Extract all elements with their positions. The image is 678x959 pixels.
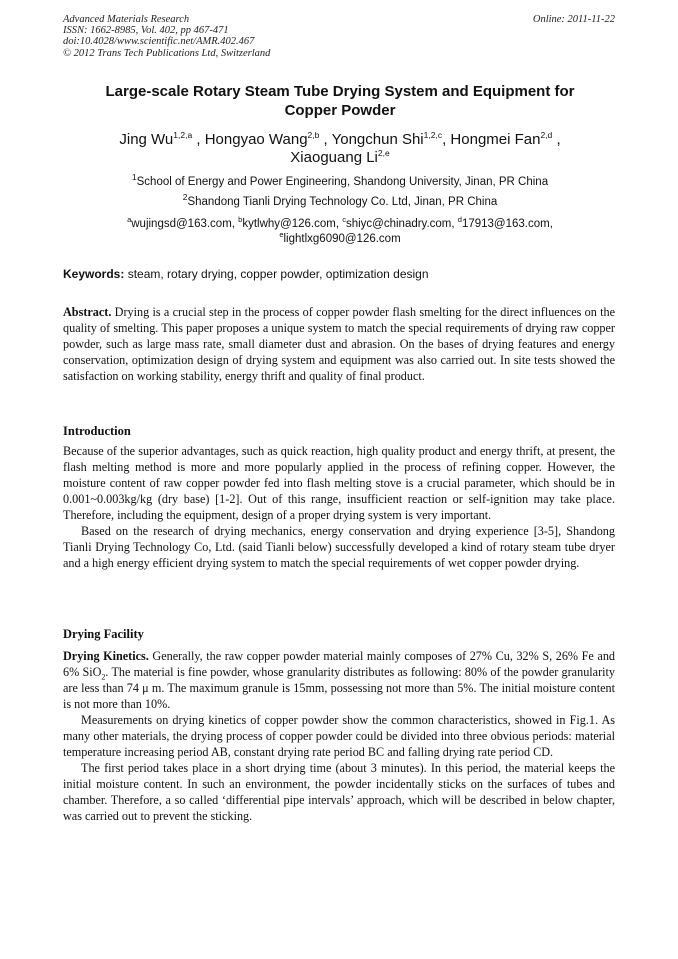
drying-facility-heading: Drying Facility: [63, 627, 144, 641]
email-sup: a: [127, 215, 132, 225]
keywords-text: steam, rotary drying, copper powder, optimization design: [124, 267, 429, 281]
email-link[interactable]: 17913@163.com,: [461, 218, 553, 230]
author-name: Jing Wu: [119, 131, 174, 148]
journal-name: Advanced Materials Research: [63, 14, 190, 25]
journal-copyright: © 2012 Trans Tech Publications Ltd, Switzerland: [63, 47, 271, 59]
affiliation-text: School of Energy and Power Engineering, Shandong University, Jinan, PR China: [136, 176, 549, 188]
email-link[interactable]: lightlxg6090@126.com: [283, 233, 401, 245]
author-sup: 2,e: [377, 148, 390, 158]
author-name: Yongchun Shi: [331, 131, 424, 148]
drying-kinetics-paragraph-1: [63, 648, 615, 712]
email-link[interactable]: wujingsd@163.com,: [131, 218, 239, 230]
keywords-label: Keywords:: [63, 267, 125, 281]
introduction-paragraph-2: Based on the research of drying mechanics, energy conservation and drying experience [3-5], Shandong Tianli Drying Technology Co, Ltd. (said Tianli below) successfully developed a kind of rotary steam tube dryer and a high energy efficient drying system to match the special requirements of wet copper powder drying.: [63, 524, 615, 570]
author-name: Xiaoguang Li: [290, 149, 378, 166]
email-sup: d: [457, 215, 462, 225]
introduction-paragraph-1: Because of the superior advantages, such as quick reaction, high quality product and energy thrift, at present, the flash melting method is more and more popularly applied in the process of refining copper. However, the moisture content of raw copper powder fed into flash melting stove is a crucial parameter, which should be in 0.001~0.003kg/kg (dry base) [1-2]. Out of this range, insufficient reaction or self-ignition may take place. Therefore, including the equipment, design of a proper drying system is very important.: [63, 444, 615, 522]
drying-kinetics-paragraph-3: The first period takes place in a short drying time (about 3 minutes). In this period, the material keeps the initial moisture content. In such an environment, the powder incidentally sticks on the surfaces of tubes and chamber. Therefore, a so called ‘differential pipe intervals’ approach, which will be described in below chapter, was carried out to prevent the sticking.: [63, 761, 615, 823]
abstract-label: Abstract.: [63, 305, 112, 319]
drying-kinetics-paragraph-2: Measurements on drying kinetics of copper powder show the common characteristics, showed in Fig.1. As many other materials, the drying process of copper powder could be divided into three obvious periods: material temperature increasing period AB, constant drying rate period BC and falling drying rate period CD.: [63, 713, 615, 759]
keywords-line: [63, 267, 615, 282]
journal-header: [63, 14, 615, 59]
email-link[interactable]: shiyc@chinadry.com,: [345, 218, 458, 230]
email-sup: e: [279, 230, 284, 240]
email-sup: b: [238, 215, 243, 225]
author-sep: ,: [552, 131, 561, 148]
title-line-2: Copper Powder: [284, 102, 396, 119]
affiliation-1: [80, 172, 600, 190]
abstract-text: Drying is a crucial step in the process of copper powder flash smelting for the direct influences on the quality of smelting. This paper proposes a unique system to match the special requirements of drying raw copper powder, such as large mass rate, small diameter dust and abrasion. On the bases of drying features and energy conservation, optimization design of drying system and equipment was also carried out. In site tests showed the satisfaction on working stability, energy thrift and quality of final product.: [63, 305, 615, 383]
author-name: Hongyao Wang: [204, 131, 308, 148]
author-name: Hongmei Fan: [450, 131, 541, 148]
affiliation-sup: 2: [182, 192, 188, 203]
introduction-heading: Introduction: [63, 424, 131, 438]
online-date: Online: 2011-11-22: [532, 14, 615, 25]
author-sup: 2,b: [307, 130, 320, 140]
author-list: [70, 131, 610, 167]
journal-issn: ISSN: 1662-8985, Vol. 402, pp 467-471: [63, 25, 229, 37]
email-sup: c: [342, 215, 346, 225]
author-sup: 1,2,c: [423, 130, 443, 140]
paper-title: [70, 82, 610, 120]
email-list: [70, 217, 610, 247]
email-link[interactable]: kytlwhy@126.com,: [242, 218, 343, 230]
author-sep: ,: [319, 131, 332, 148]
author-sep: ,: [442, 131, 451, 148]
author-sep: ,: [192, 131, 205, 148]
affiliation-2: [80, 192, 600, 210]
drying-kinetics-label: Drying Kinetics.: [63, 649, 149, 663]
drying-facility-body: [63, 648, 615, 824]
journal-doi: doi:10.4028/www.scientific.net/AMR.402.467: [63, 36, 255, 48]
title-line-1: Large-scale Rotary Steam Tube Drying System and Equipment for: [105, 83, 575, 100]
affiliation-sup: 1: [131, 172, 137, 183]
author-sup: 1,2,a: [173, 130, 193, 140]
kinetics-text-b: . The material is fine powder, whose granularity distributes as following: 80% of the powder granularity are less than 74 μ m. The maximum granule is 15mm, possessing not more than 5%. The initial moisture content is not more than 10%.: [63, 665, 616, 711]
kinetics-text-a: Generally, the raw copper powder material mainly composes of 27% Cu, 32% S, 26% Fe and 6% SiO: [63, 649, 616, 679]
abstract: [63, 304, 615, 384]
introduction-body: [63, 443, 615, 571]
affiliation-text: Shandong Tianli Drying Technology Co. Ltd, Jinan, PR China: [187, 196, 498, 208]
author-sup: 2,d: [540, 130, 553, 140]
sio2-subscript: 2: [101, 672, 106, 682]
